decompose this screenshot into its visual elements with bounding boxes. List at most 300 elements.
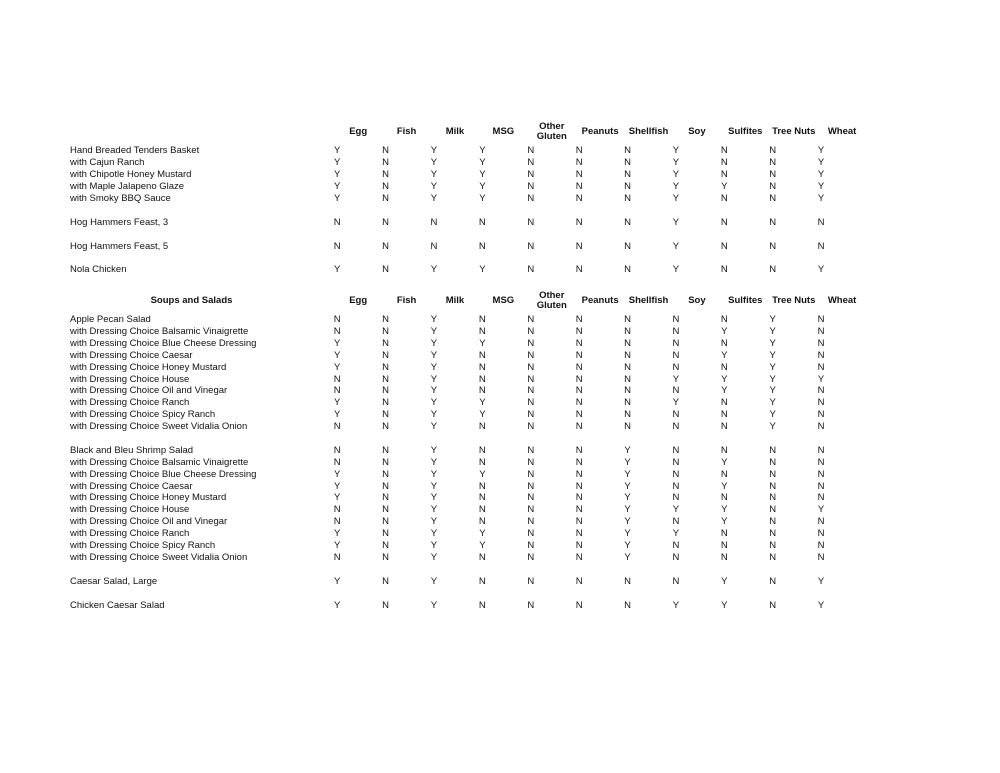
allergen-value: N [478, 314, 486, 326]
allergen-value: N [720, 421, 728, 433]
item-name: Hog Hammers Feast, 3 [70, 216, 169, 228]
table-header-row [70, 288, 857, 314]
allergen-value: N [527, 444, 535, 456]
allergen-value: Y [334, 181, 341, 193]
allergen-value: N [382, 599, 390, 611]
allergen-value: N [382, 409, 390, 421]
allergen-value: Y [334, 540, 341, 552]
allergen-value: N [769, 504, 777, 516]
allergen-value: N [575, 193, 583, 204]
allergen-value: N [430, 216, 438, 228]
allergen-value: N [382, 157, 390, 169]
allergen-value: N [817, 444, 825, 456]
allergen-value: Y [479, 157, 486, 169]
table-row [70, 575, 845, 587]
allergen-value: N [382, 216, 390, 228]
column-header: Soy [688, 294, 706, 306]
allergen-value: Y [817, 181, 825, 193]
allergen-value: N [624, 216, 631, 228]
allergen-value: N [382, 314, 390, 326]
allergen-value: Y [721, 456, 728, 468]
allergen-value: Y [672, 145, 680, 157]
allergen-value: N [527, 349, 535, 361]
allergen-value: N [624, 337, 631, 349]
allergen-value: N [769, 193, 777, 204]
allergen-value: N [575, 397, 583, 409]
allergen-value: N [672, 468, 680, 480]
allergen-value: Y [479, 181, 486, 193]
allergen-value: Y [430, 480, 438, 492]
row-gap [70, 204, 845, 216]
table-row [70, 157, 845, 169]
allergen-value: N [769, 528, 777, 540]
allergen-value: N [478, 480, 486, 492]
allergen-value: N [382, 397, 390, 409]
allergen-value: N [672, 349, 680, 361]
allergen-value: N [575, 480, 583, 492]
column-header: Fish [396, 126, 417, 137]
allergen-value: N [575, 373, 583, 385]
allergen-value: N [817, 480, 825, 492]
allergen-value: Y [430, 181, 438, 193]
allergen-value: N [817, 468, 825, 480]
allergen-value: Y [479, 528, 486, 540]
item-name: with Dressing Choice Balsamic Vinaigrette [70, 326, 249, 338]
allergen-value: N [624, 181, 631, 193]
allergen-value: N [769, 444, 777, 456]
table-row [70, 264, 845, 276]
allergen-value: N [478, 373, 486, 385]
allergen-value: Y [430, 444, 438, 456]
allergen-value: Y [334, 599, 341, 611]
item-name: Hand Breaded Tenders Basket [70, 145, 200, 157]
table-row [70, 240, 845, 252]
allergen-value: N [624, 157, 631, 169]
allergen-value: N [575, 337, 583, 349]
row-gap [70, 587, 845, 599]
allergen-value: Y [430, 385, 438, 397]
allergen-value: Y [624, 528, 631, 540]
item-name: with Dressing Choice Spicy Ranch [70, 540, 216, 552]
item-name: Caesar Salad, Large [70, 575, 158, 587]
allergen-value: N [575, 409, 583, 421]
table-row [70, 169, 845, 181]
allergen-value: Y [672, 169, 680, 181]
allergen-value: N [672, 492, 680, 504]
allergen-value: N [720, 264, 728, 276]
allergen-value: Y [334, 157, 341, 169]
table-row [70, 349, 845, 361]
allergen-value: N [333, 444, 341, 456]
allergen-value: N [333, 504, 341, 516]
column-header: MSG [492, 126, 515, 137]
allergen-value: N [575, 145, 583, 157]
allergen-value: Y [672, 264, 680, 276]
item-name: Black and Bleu Shrimp Salad [70, 444, 194, 456]
allergen-value: N [333, 314, 341, 326]
table-row [70, 480, 845, 492]
allergen-value: Y [624, 516, 631, 528]
allergen-value: Y [624, 540, 631, 552]
allergen-value: Y [479, 409, 486, 421]
allergen-value: N [527, 264, 535, 276]
allergen-value: Y [672, 181, 680, 193]
allergen-value: Y [430, 468, 438, 480]
allergen-value: Y [769, 409, 776, 421]
allergen-value: N [478, 456, 486, 468]
allergen-value: Y [479, 264, 486, 276]
allergen-value: N [382, 540, 390, 552]
allergen-value: N [624, 240, 631, 252]
allergen-value: N [720, 397, 728, 409]
allergen-value: N [478, 326, 486, 338]
allergen-value: N [527, 575, 535, 587]
allergen-value: N [333, 373, 341, 385]
allergen-value: N [817, 361, 825, 373]
column-header: Sulfites [728, 294, 763, 306]
allergen-value: Y [430, 599, 438, 611]
allergen-value: Y [672, 157, 680, 169]
allergen-value: Y [769, 385, 776, 397]
allergen-value: N [672, 516, 680, 528]
allergen-value: N [817, 326, 825, 338]
allergen-table [70, 119, 857, 623]
allergen-value: Y [624, 480, 631, 492]
table-header-row [70, 119, 857, 145]
table-row [70, 314, 845, 326]
allergen-value: N [817, 492, 825, 504]
allergen-value: N [624, 326, 631, 338]
allergen-value: Y [624, 551, 631, 563]
allergen-value: N [527, 468, 535, 480]
allergen-value: Y [334, 409, 341, 421]
allergen-value: N [382, 337, 390, 349]
allergen-value: N [817, 349, 825, 361]
item-name: with Dressing Choice House [70, 504, 190, 516]
item-name: with Dressing Choice Caesar [70, 480, 193, 492]
allergen-value: N [382, 193, 390, 204]
table-row [70, 516, 845, 528]
allergen-value: N [575, 240, 583, 252]
allergen-value: N [817, 397, 825, 409]
table-row [70, 216, 845, 228]
allergen-value: N [478, 349, 486, 361]
row-gap [70, 228, 845, 240]
table-row [70, 193, 845, 205]
allergen-value: Y [334, 575, 341, 587]
allergen-value: Y [430, 492, 438, 504]
allergen-value: Y [769, 337, 776, 349]
column-header: Tree Nuts [772, 126, 816, 137]
allergen-value: N [769, 480, 777, 492]
allergen-value: N [527, 385, 535, 397]
column-header: Peanuts [581, 294, 619, 306]
allergen-value: Y [334, 349, 341, 361]
allergen-value: N [817, 540, 825, 552]
table-row [70, 421, 845, 433]
allergen-value: N [527, 157, 535, 169]
allergen-value: Y [430, 409, 438, 421]
allergen-value: N [672, 314, 680, 326]
allergen-value: N [382, 373, 390, 385]
allergen-value: N [527, 373, 535, 385]
allergen-value: N [817, 337, 825, 349]
allergen-value: N [575, 516, 583, 528]
allergen-value: N [575, 468, 583, 480]
table-row [70, 145, 845, 157]
allergen-value: N [478, 492, 486, 504]
allergen-value: N [527, 181, 535, 193]
item-name: with Dressing Choice Ranch [70, 528, 190, 540]
allergen-value: Y [721, 575, 728, 587]
table-row [70, 528, 845, 540]
allergen-value: N [720, 551, 728, 563]
allergen-value: Y [672, 240, 680, 252]
allergen-value: N [720, 145, 728, 157]
allergen-value: N [575, 349, 583, 361]
allergen-value: N [672, 444, 680, 456]
allergen-value: N [720, 240, 728, 252]
allergen-value: N [720, 444, 728, 456]
allergen-value: N [769, 216, 777, 228]
allergen-value: N [527, 480, 535, 492]
allergen-value: N [624, 314, 631, 326]
allergen-value: N [527, 599, 535, 611]
allergen-value: Y [817, 599, 825, 611]
item-name: with Smoky BBQ Sauce [70, 193, 171, 204]
allergen-value: N [817, 528, 825, 540]
table-row [70, 385, 845, 397]
item-name: with Dressing Choice Honey Mustard [70, 361, 227, 373]
allergen-value: N [769, 540, 777, 552]
allergen-value: Y [334, 480, 341, 492]
allergen-value: Y [334, 468, 341, 480]
allergen-value: N [478, 385, 486, 397]
allergen-value: N [333, 385, 341, 397]
allergen-value: Y [817, 575, 825, 587]
allergen-value: N [720, 216, 728, 228]
allergen-value: N [333, 456, 341, 468]
item-name: Chicken Caesar Salad [70, 599, 165, 611]
allergen-value: N [575, 540, 583, 552]
allergen-value: N [382, 551, 390, 563]
allergen-value: N [575, 385, 583, 397]
allergen-value: Y [334, 397, 341, 409]
column-header: Fish [396, 294, 417, 306]
allergen-value: N [575, 599, 583, 611]
allergen-value: N [575, 421, 583, 433]
allergen-value: N [672, 326, 680, 338]
allergen-value: N [527, 540, 535, 552]
allergen-value: N [672, 551, 680, 563]
allergen-value: N [382, 145, 390, 157]
table-row [70, 444, 845, 456]
allergen-value: N [382, 528, 390, 540]
allergen-value: N [720, 492, 728, 504]
allergen-value: N [720, 169, 728, 181]
allergen-value: N [817, 409, 825, 421]
column-header: Wheat [827, 294, 857, 306]
allergen-value: Y [721, 326, 728, 338]
allergen-value: N [720, 540, 728, 552]
allergen-value: N [478, 421, 486, 433]
allergen-value: Y [334, 361, 341, 373]
allergen-value: Y [430, 456, 438, 468]
allergen-value: Y [672, 599, 680, 611]
table-row [70, 599, 845, 611]
allergen-value: N [769, 145, 777, 157]
allergen-value: N [769, 264, 777, 276]
allergen-value: N [720, 361, 728, 373]
allergen-value: N [769, 468, 777, 480]
allergen-value: N [817, 240, 825, 252]
row-gap [70, 563, 845, 575]
allergen-value: N [333, 421, 341, 433]
allergen-value: N [575, 157, 583, 169]
allergen-value: N [575, 326, 583, 338]
allergen-value: Y [769, 421, 776, 433]
column-header: Shellfish [628, 126, 669, 137]
allergen-value: N [624, 409, 631, 421]
table-row [70, 361, 845, 373]
allergen-value: N [624, 575, 631, 587]
column-header: Wheat [827, 126, 857, 137]
allergen-value: Y [430, 314, 438, 326]
allergen-value: Y [672, 216, 680, 228]
allergen-value: N [527, 169, 535, 181]
column-header: Other Gluten [536, 121, 567, 142]
allergen-value: N [478, 551, 486, 563]
table-row [70, 456, 845, 468]
allergen-value: Y [479, 145, 486, 157]
allergen-value: Y [430, 145, 438, 157]
allergen-value: Y [430, 169, 438, 181]
allergen-value: N [575, 504, 583, 516]
allergen-value: N [769, 599, 777, 611]
column-header: Milk [445, 294, 465, 306]
allergen-value: N [478, 444, 486, 456]
allergen-value: Y [769, 349, 776, 361]
allergen-value: N [720, 157, 728, 169]
allergen-value: N [624, 421, 631, 433]
allergen-value: N [478, 599, 486, 611]
allergen-value: N [527, 216, 535, 228]
allergen-value: Y [430, 528, 438, 540]
allergen-value: Y [769, 373, 776, 385]
allergen-value: N [720, 409, 728, 421]
allergen-value: N [382, 169, 390, 181]
allergen-value: N [769, 492, 777, 504]
allergen-value: N [575, 575, 583, 587]
allergen-value: Y [672, 373, 680, 385]
allergen-value: N [527, 528, 535, 540]
allergen-value: N [672, 385, 680, 397]
allergen-value: N [672, 361, 680, 373]
allergen-value: Y [721, 349, 728, 361]
allergen-value: N [720, 468, 728, 480]
allergen-value: N [478, 516, 486, 528]
allergen-value: Y [334, 193, 341, 204]
allergen-value: N [672, 480, 680, 492]
allergen-value: Y [769, 314, 776, 326]
allergen-value: Y [817, 193, 825, 204]
allergen-value: N [527, 337, 535, 349]
table-row [70, 468, 845, 480]
allergen-value: N [672, 575, 680, 587]
allergen-value: Y [769, 397, 776, 409]
allergen-value: Y [624, 468, 631, 480]
allergen-value: N [478, 240, 486, 252]
table-row [70, 373, 845, 385]
allergen-value: Y [430, 551, 438, 563]
allergen-value: Y [430, 193, 438, 204]
allergen-value: Y [334, 145, 341, 157]
allergen-value: N [720, 314, 728, 326]
allergen-value: N [527, 145, 535, 157]
allergen-value: N [720, 337, 728, 349]
allergen-value: Y [721, 181, 728, 193]
column-header: Shellfish [628, 294, 669, 306]
item-name: with Dressing Choice Spicy Ranch [70, 409, 216, 421]
allergen-value: Y [334, 528, 341, 540]
allergen-value: N [575, 444, 583, 456]
allergen-value: N [575, 551, 583, 563]
allergen-value: N [382, 326, 390, 338]
allergen-value: N [624, 193, 631, 204]
allergen-value: Y [624, 456, 631, 468]
allergen-value: N [382, 349, 390, 361]
column-header: Sulfites [728, 126, 763, 137]
allergen-value: Y [479, 397, 486, 409]
allergen-value: N [575, 528, 583, 540]
allergen-value: Y [479, 468, 486, 480]
allergen-value: Y [817, 169, 825, 181]
column-header: MSG [492, 294, 515, 306]
allergen-value: Y [769, 326, 776, 338]
allergen-value: N [817, 516, 825, 528]
allergen-value: Y [721, 480, 728, 492]
allergen-value: Y [769, 361, 776, 373]
allergen-value: N [720, 193, 728, 204]
item-name: with Dressing Choice Honey Mustard [70, 492, 227, 504]
allergen-value: N [769, 240, 777, 252]
allergen-value: N [527, 397, 535, 409]
table-row [70, 326, 845, 338]
allergen-value: Y [430, 575, 438, 587]
allergen-value: N [769, 516, 777, 528]
table-row [70, 409, 845, 421]
allergen-value: Y [430, 421, 438, 433]
allergen-value: N [478, 575, 486, 587]
allergen-value: N [672, 337, 680, 349]
allergen-value: N [817, 551, 825, 563]
allergen-value: N [769, 456, 777, 468]
allergen-value: N [817, 314, 825, 326]
table-row [70, 337, 845, 349]
allergen-value: N [527, 516, 535, 528]
allergen-value: N [382, 385, 390, 397]
allergen-value: Y [672, 504, 680, 516]
item-name: with Dressing Choice Caesar [70, 349, 193, 361]
item-name: Nola Chicken [70, 264, 127, 276]
item-name: with Dressing Choice Oil and Vinegar [70, 516, 228, 528]
allergen-value: N [769, 169, 777, 181]
allergen-value: Y [479, 169, 486, 181]
item-name: with Cajun Ranch [70, 157, 145, 169]
allergen-value: N [624, 599, 631, 611]
allergen-value: N [527, 456, 535, 468]
allergen-value: N [575, 169, 583, 181]
